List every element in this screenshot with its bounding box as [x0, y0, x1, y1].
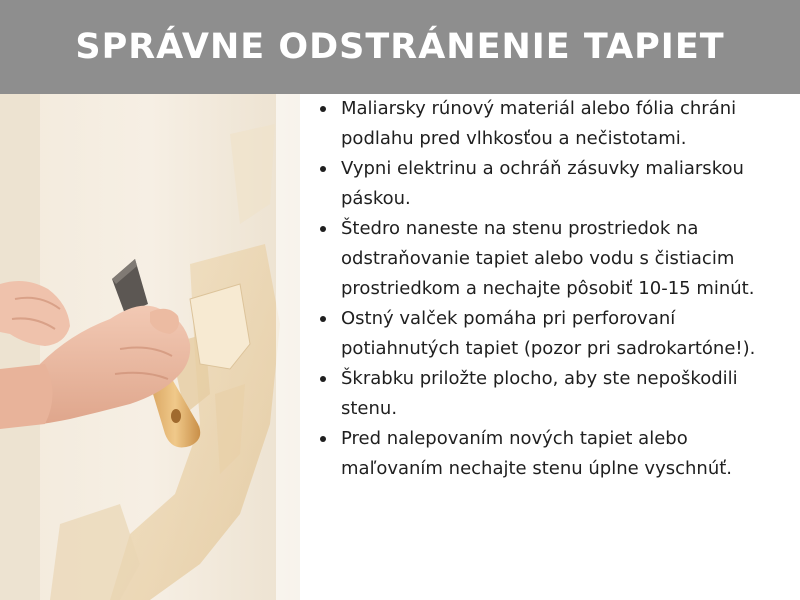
tips-panel [300, 94, 800, 600]
wallpaper-scraping-photo [0, 94, 300, 600]
bullet-icon [320, 106, 326, 112]
bullet-icon [320, 166, 326, 172]
tip-text: Vypni elektrinu a ochráň zásuvky maliarskou páskou. [341, 158, 744, 209]
bullet-icon [320, 226, 326, 232]
list-item [320, 214, 788, 304]
tip-text: Ostný valček pomáha pri perforovaní potiahnutých tapiet (pozor pri sadrokartóne!). [341, 308, 756, 359]
tip-text: Pred nalepovaním nových tapiet alebo maľovaním nechajte stenu úplne vyschnúť. [341, 428, 733, 479]
tips-list [320, 94, 788, 484]
page-title: SPRÁVNE ODSTRÁNENIE TAPIET [75, 27, 725, 67]
tip-text: Štedro naneste na stenu prostriedok na odstraňovanie tapiet alebo vodu s čistiacim prostriedkom a nechajte pôsobiť 10-15 minút. [341, 218, 755, 299]
list-item [320, 424, 788, 484]
bullet-icon [320, 376, 326, 382]
list-item [320, 304, 788, 364]
list-item [320, 154, 788, 214]
tip-text: Škrabku priložte plocho, aby ste nepoškodili stenu. [341, 368, 738, 419]
tip-text: Maliarsky rúnový materiál alebo fólia chráni podlahu pred vlhkosťou a nečistotami. [341, 98, 737, 149]
bullet-icon [320, 436, 326, 442]
title-banner [0, 0, 800, 94]
bullet-icon [320, 316, 326, 322]
list-item [320, 94, 788, 154]
list-item [320, 364, 788, 424]
